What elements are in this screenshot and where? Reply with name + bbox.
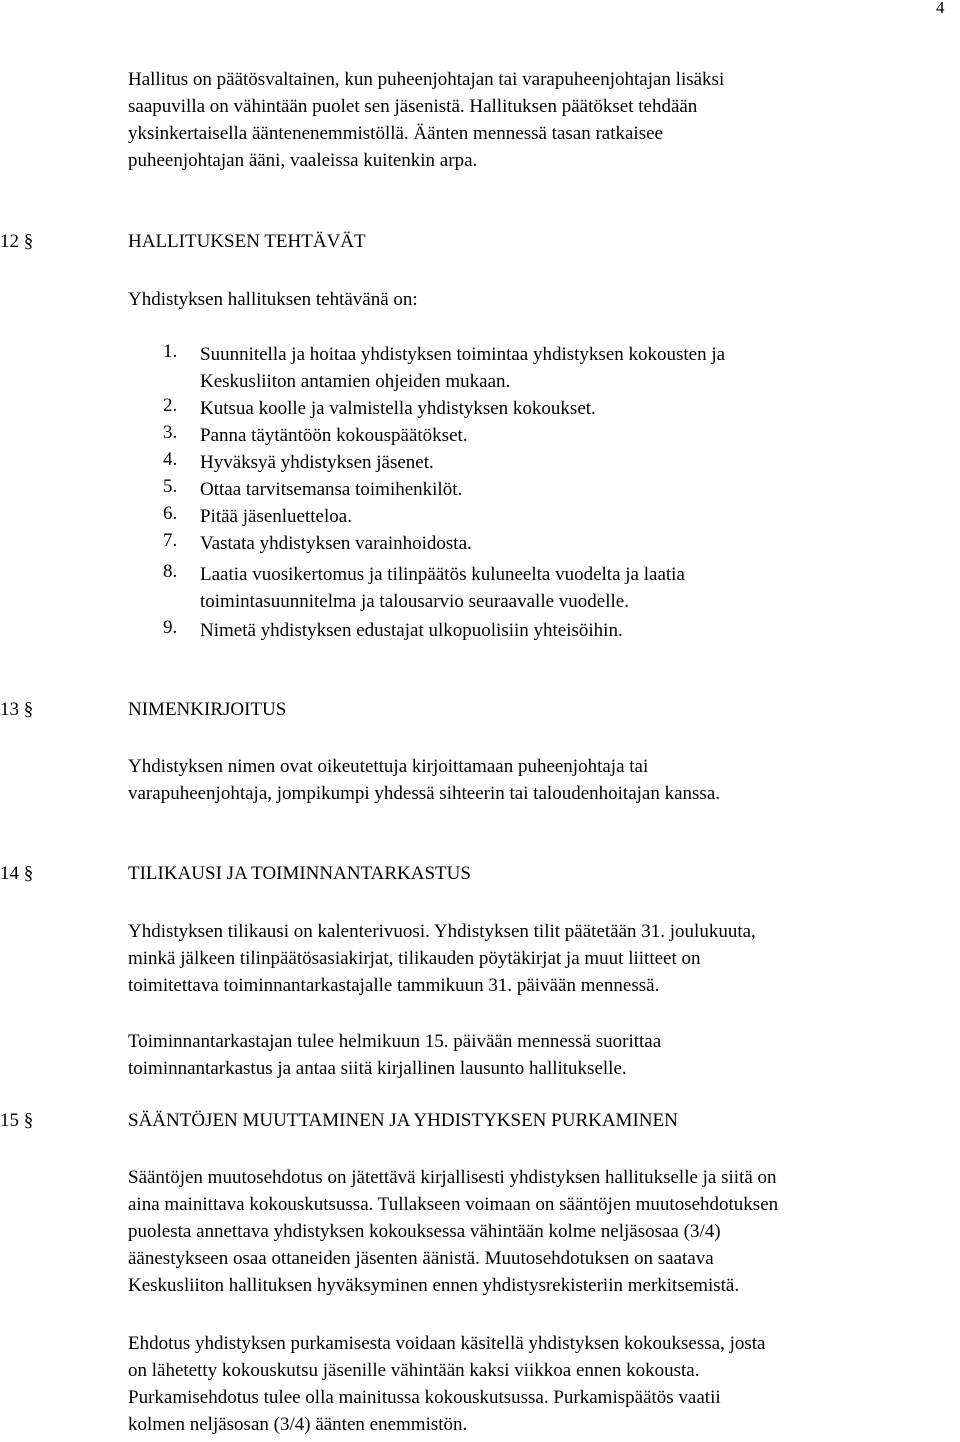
list-item-text: Ottaa tarvitsemansa toimihenkilöt. (200, 479, 463, 500)
intro-paragraph (128, 66, 724, 174)
list-item-text: Pitää jäsenluetteloa. (200, 506, 352, 527)
list-item-text: Hyväksyä yhdistyksen jäsenet. (200, 452, 434, 473)
text-line: yksinkertaisella ääntenenemmistöllä. Äänten mennessä tasan ratkaisee (128, 123, 663, 144)
section-14-paragraph-2 (128, 1028, 661, 1082)
section-15-paragraph-1 (128, 1164, 778, 1299)
section-15-paragraph-2 (128, 1330, 765, 1438)
text-line: Yhdistyksen nimen ovat oikeutettuja kirjoittamaan puheenjohtaja tai (128, 756, 649, 777)
text-line: puheenjohtajan ääni, vaaleissa kuitenkin arpa. (128, 150, 478, 171)
list-item-number: 6. (163, 503, 178, 524)
text-line: Purkamisehdotus tulee olla mainitussa kokouskutsussa. Purkamispäätös vaatii (128, 1387, 721, 1408)
section-14-number: 14 § (0, 863, 34, 884)
list-item-number: 4. (163, 449, 178, 470)
section-13-title: NIMENKIRJOITUS (128, 699, 287, 720)
text-line: aina mainittava kokouskutsussa. Tullakseen voimaan on sääntöjen muutosehdotuksen (128, 1194, 779, 1215)
section-15-number: 15 § (0, 1110, 34, 1131)
section-15-title: SÄÄNTÖJEN MUUTTAMINEN JA YHDISTYKSEN PURKAMINEN (128, 1110, 678, 1131)
list-item-text (200, 561, 685, 615)
text-line: toimintasuunnitelma ja talousarvio seuraavalle vuodelle. (200, 591, 629, 612)
text-line: Suunnitella ja hoitaa yhdistyksen toimintaa yhdistyksen kokousten ja (200, 344, 726, 365)
text-line: Hallitus on päätösvaltainen, kun puheenjohtajan tai varapuheenjohtajan lisäksi (128, 69, 725, 90)
text-line: Laatia vuosikertomus ja tilinpäätös kuluneelta vuodelta ja laatia (200, 564, 685, 585)
list-item-number: 3. (163, 422, 178, 443)
text-line: kolmen neljäsosan (3/4) äänten enemmistön. (128, 1414, 468, 1435)
text-line: puolesta annettava yhdistyksen kokouksessa vähintään kolme neljäsosaa (3/4) (128, 1221, 721, 1242)
section-13-paragraph (128, 753, 720, 807)
text-line: Sääntöjen muutosehdotus on jätettävä kirjallisesti yhdistyksen hallitukselle ja siitä on (128, 1167, 777, 1188)
section-12-lead: Yhdistyksen hallituksen tehtävänä on: (128, 289, 418, 310)
page-number: 4 (936, 0, 945, 17)
text-line: saapuvilla on vähintään puolet sen jäsenistä. Hallituksen päätökset tehdään (128, 96, 698, 117)
list-item-text: Vastata yhdistyksen varainhoidosta. (200, 533, 472, 554)
text-line: Toiminnantarkastajan tulee helmikuun 15. päivään mennessä suorittaa (128, 1031, 662, 1052)
text-line: Ehdotus yhdistyksen purkamisesta voidaan käsitellä yhdistyksen kokouksessa, josta (128, 1333, 766, 1354)
text-line: toiminnantarkastus ja antaa siitä kirjallinen lausunto hallitukselle. (128, 1058, 627, 1079)
list-item-text (200, 341, 725, 395)
list-item-number: 8. (163, 561, 178, 582)
list-item-number: 2. (163, 395, 178, 416)
section-14-title: TILIKAUSI JA TOIMINNANTARKASTUS (128, 863, 471, 884)
text-line: minkä jälkeen tilinpäätösasiakirjat, tilikauden pöytäkirjat ja muut liitteet on (128, 948, 701, 969)
section-13-number: 13 § (0, 699, 34, 720)
text-line: varapuheenjohtaja, jompikumpi yhdessä sihteerin tai taloudenhoitajan kanssa. (128, 783, 721, 804)
list-item-number: 1. (163, 341, 178, 362)
text-line: Yhdistyksen tilikausi on kalenterivuosi. Yhdistyksen tilit päätetään 31. joulukuuta, (128, 921, 756, 942)
section-14-paragraph-1 (128, 918, 756, 999)
list-item-text: Panna täytäntöön kokouspäätökset. (200, 425, 468, 446)
text-line: on lähetetty kokouskutsu jäsenille vähintään kaksi viikkoa ennen kokousta. (128, 1360, 700, 1381)
list-item-number: 5. (163, 476, 178, 497)
section-12-title: HALLITUKSEN TEHTÄVÄT (128, 231, 366, 252)
list-item-number: 9. (163, 617, 178, 638)
list-item-text: Kutsua koolle ja valmistella yhdistyksen kokoukset. (200, 398, 596, 419)
list-item-number: 7. (163, 530, 178, 551)
list-item-text: Nimetä yhdistyksen edustajat ulkopuolisiin yhteisöihin. (200, 620, 623, 641)
text-line: toimitettava toiminnantarkastajalle tammikuun 31. päivään mennessä. (128, 975, 660, 996)
text-line: Keskusliiton antamien ohjeiden mukaan. (200, 371, 511, 392)
text-line: Keskusliiton hallituksen hyväksyminen ennen yhdistysrekisteriin merkitsemistä. (128, 1275, 740, 1296)
text-line: äänestykseen osaa ottaneiden jäsenten äänistä. Muutosehdotuksen on saatava (128, 1248, 714, 1269)
section-12-number: 12 § (0, 231, 34, 252)
